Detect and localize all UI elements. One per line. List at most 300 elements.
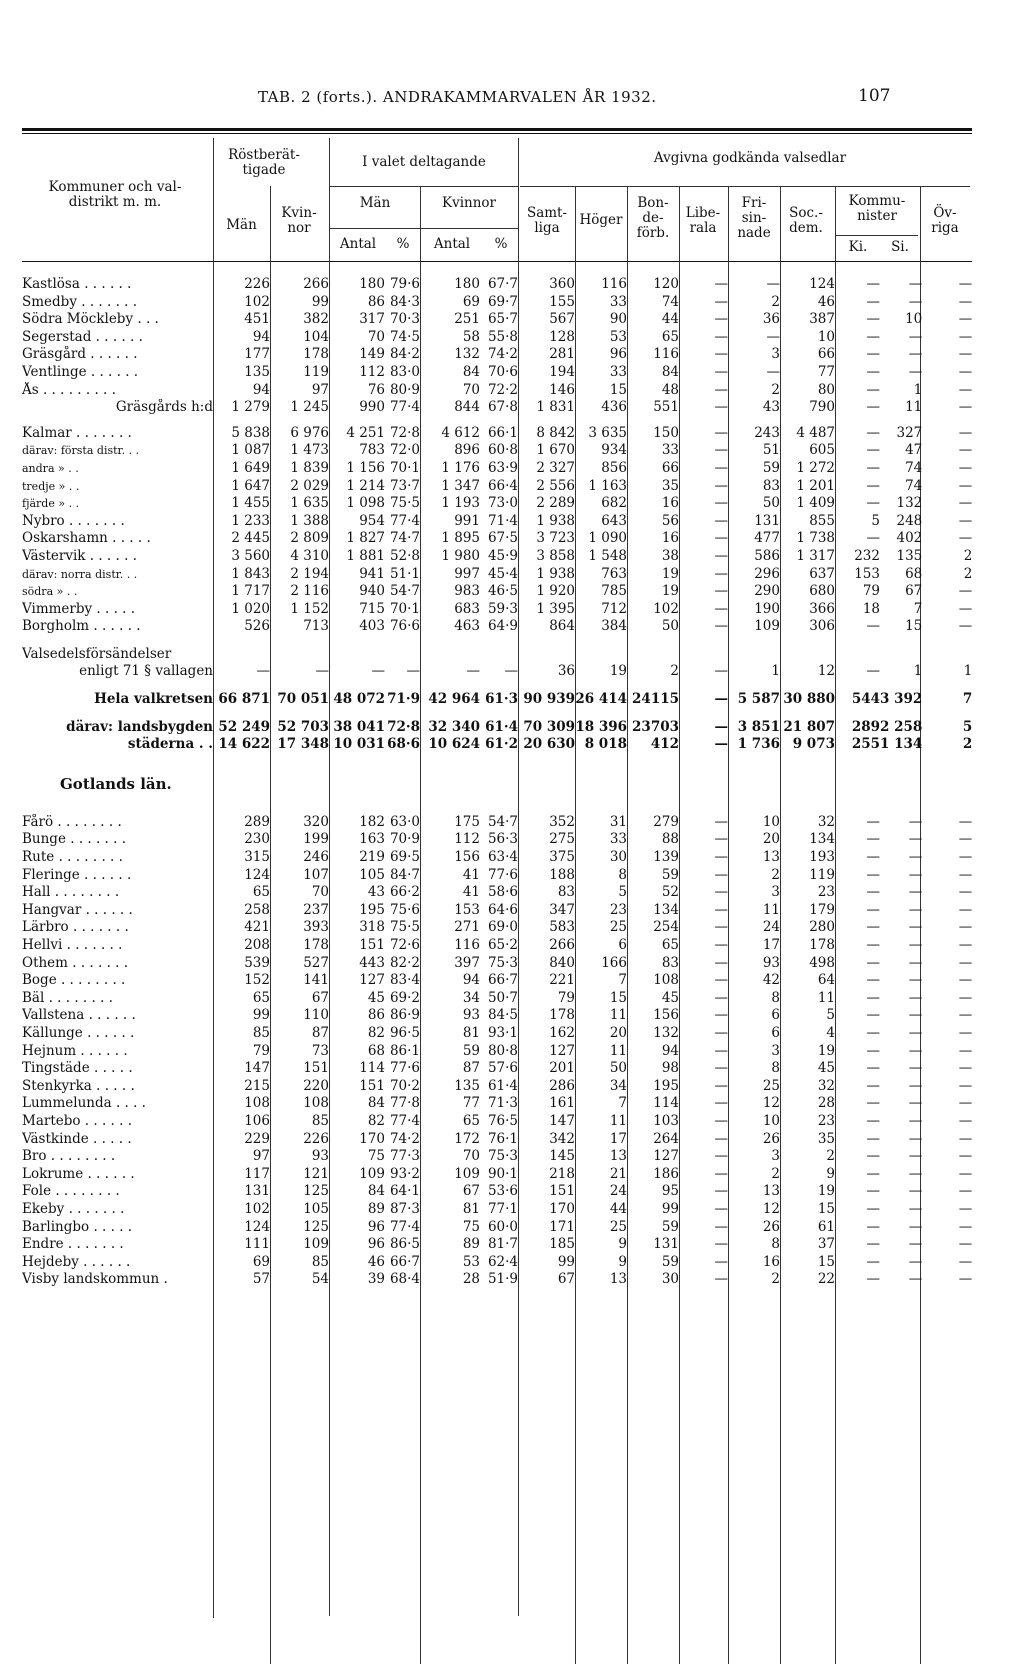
table-cell: 195 xyxy=(653,1077,679,1094)
table-cell: — xyxy=(866,311,880,328)
table-cell: 25 xyxy=(609,1218,627,1235)
table-cell: 67 xyxy=(905,583,923,600)
table-cell: 11 xyxy=(817,989,835,1006)
table-cell: 352 xyxy=(549,813,575,830)
table-cell: 71·4 xyxy=(487,512,518,529)
table-cell: 25 xyxy=(609,919,627,936)
col-pct2-header xyxy=(484,237,518,252)
table-cell: 10 xyxy=(762,813,780,830)
table-cell: 52 249 xyxy=(218,718,270,735)
table-row xyxy=(22,736,972,754)
table-cell: 84 xyxy=(661,363,679,380)
table-cell: 463 xyxy=(454,618,480,635)
table-cell: 178 xyxy=(809,937,835,953)
table-cell: 1 xyxy=(913,381,923,398)
table-cell: — xyxy=(908,1253,923,1270)
table-cell: 185 xyxy=(549,1236,575,1253)
row-label: Hellvi . . . . . . . xyxy=(22,937,123,953)
table-cell: 76·6 xyxy=(389,618,420,635)
table-cell: 81 xyxy=(462,1024,480,1041)
table-cell: 82·2 xyxy=(389,954,420,971)
table-cell: 74·2 xyxy=(487,346,518,363)
table-cell: 280 xyxy=(809,919,835,936)
row-label: Segerstad . . . . . . xyxy=(22,328,143,345)
table-cell: 75 xyxy=(367,1148,385,1165)
table-cell: 526 xyxy=(244,618,270,635)
table-cell: 65 xyxy=(661,937,679,953)
table-cell: — xyxy=(908,954,923,971)
table-cell: 74 xyxy=(905,477,923,494)
row-label: Bäl . . . . . . . . xyxy=(22,989,113,1006)
table-cell: 5 xyxy=(871,512,880,529)
table-cell: 1 134 xyxy=(880,736,923,753)
table-cell: 3 xyxy=(771,346,780,363)
table-cell: 15 xyxy=(905,618,923,635)
row-label: tredje » . . xyxy=(22,479,80,493)
table-cell: — xyxy=(866,937,880,953)
header-bottom-rule xyxy=(22,261,972,262)
header-text: Ki. xyxy=(848,239,868,255)
table-cell: — xyxy=(714,328,728,345)
table-cell: 63·9 xyxy=(487,459,518,476)
table-row xyxy=(22,972,972,990)
table-cell: — xyxy=(958,1007,973,1024)
table-cell: 220 xyxy=(303,1077,329,1094)
table-row xyxy=(22,831,972,849)
header-text: riga xyxy=(931,220,959,236)
table-row xyxy=(22,663,972,681)
table-cell: — xyxy=(908,884,923,901)
table-cell: 9 073 xyxy=(792,736,835,753)
table-cell: 73 xyxy=(311,1042,329,1059)
table-cell: 11 xyxy=(609,1042,627,1059)
table-cell: — xyxy=(714,1253,728,1270)
table-cell: — xyxy=(866,363,880,380)
table-cell: 152 xyxy=(244,972,270,989)
table-cell: — xyxy=(714,442,728,459)
table-cell: 266 xyxy=(549,937,575,953)
table-cell: — xyxy=(866,1165,880,1182)
table-cell: 12 xyxy=(762,1200,780,1217)
table-cell: 72·2 xyxy=(487,381,518,398)
header-text: dem. xyxy=(789,220,823,236)
table-cell: 85 xyxy=(252,1024,270,1041)
table-cell: 1 827 xyxy=(346,530,385,547)
table-cell: 53 xyxy=(609,328,627,345)
table-cell: — xyxy=(908,1077,923,1094)
table-cell: 10 031 xyxy=(333,736,385,753)
table-cell: — xyxy=(714,954,728,971)
table-cell: — xyxy=(958,1200,973,1217)
table-cell: 4 612 xyxy=(441,424,480,441)
table-cell xyxy=(329,646,385,664)
table-cell: 251 xyxy=(454,311,480,328)
table-cell: 112 xyxy=(454,831,480,848)
table-cell: 66 871 xyxy=(218,691,270,708)
table-cell: 6 xyxy=(771,1024,780,1041)
table-cell: — xyxy=(908,1183,923,1200)
table-cell: 17 xyxy=(762,937,780,953)
table-cell: 1 920 xyxy=(536,583,575,600)
table-cell: 147 xyxy=(549,1112,575,1129)
table-cell: — xyxy=(958,530,973,547)
table-cell: 33 xyxy=(609,293,627,310)
table-cell: 9 xyxy=(618,1236,627,1253)
table-cell: 1 938 xyxy=(536,512,575,529)
table-cell: 226 xyxy=(303,1130,329,1147)
table-cell: 65 xyxy=(252,884,270,901)
table-cell: 1 980 xyxy=(441,547,480,564)
table-cell: 4 487 xyxy=(796,424,835,441)
table-cell: — xyxy=(866,866,880,883)
table-cell: 48 072 xyxy=(333,691,385,708)
table-cell: — xyxy=(866,1042,880,1059)
table-cell: 1 193 xyxy=(441,495,480,512)
table-row xyxy=(22,1007,972,1025)
table-cell: — xyxy=(958,618,973,635)
table-row xyxy=(22,346,972,364)
table-cell: — xyxy=(315,663,329,680)
table-cell: — xyxy=(908,1148,923,1165)
table-cell: — xyxy=(908,1130,923,1147)
table-cell: 38 xyxy=(661,547,679,564)
table-cell: 57·6 xyxy=(487,1060,518,1077)
table-cell: 643 xyxy=(601,512,627,529)
table-cell: 80 xyxy=(817,381,835,398)
table-cell: 61·4 xyxy=(485,718,518,735)
table-cell: 208 xyxy=(244,937,270,953)
table-cell: — xyxy=(714,1077,728,1094)
row-label: Martebo . . . . . . xyxy=(22,1112,133,1129)
table-cell: 14 622 xyxy=(218,736,270,753)
row-label: Gräsgårds h:d xyxy=(115,399,213,416)
table-cell: — xyxy=(714,363,728,380)
table-cell: 124 xyxy=(244,866,270,883)
table-cell: 131 xyxy=(653,1236,679,1253)
table-cell: 254 xyxy=(653,919,679,936)
table-cell: — xyxy=(908,293,923,310)
row-label: Boge . . . . . . . . xyxy=(22,972,126,989)
table-cell: 1 xyxy=(913,663,923,680)
table-cell: — xyxy=(958,831,973,848)
table-cell: 66 xyxy=(817,346,835,363)
table-cell xyxy=(922,646,972,664)
table-cell: 45·4 xyxy=(487,565,518,582)
table-cell: 64·9 xyxy=(487,618,518,635)
table-cell: 443 xyxy=(359,954,385,971)
table-cell: 342 xyxy=(549,1130,575,1147)
table-cell: 68 xyxy=(367,1042,385,1059)
table-row xyxy=(22,329,972,347)
table-cell: 75·6 xyxy=(389,901,420,918)
section-heading-row xyxy=(22,754,972,814)
table-cell: — xyxy=(714,663,728,680)
table-cell: 127 xyxy=(359,972,385,989)
table-cell: 232 xyxy=(854,547,880,564)
table-cell: — xyxy=(714,530,728,547)
table-cell: 713 xyxy=(303,618,329,635)
table-cell: 87 xyxy=(311,1024,329,1041)
table-cell: — xyxy=(714,1236,728,1253)
table-cell: — xyxy=(958,1271,973,1288)
row-label: Valsedelsförsändelser xyxy=(22,645,172,662)
table-cell: 347 xyxy=(549,901,575,918)
table-cell: — xyxy=(714,512,728,529)
table-cell: 85 xyxy=(311,1253,329,1270)
table-cell: 124 xyxy=(809,276,835,292)
header-text: Libe- xyxy=(685,205,721,221)
table-cell: 77 xyxy=(817,363,835,380)
table-cell: — xyxy=(866,276,880,292)
table-cell: 28 xyxy=(817,1095,835,1112)
table-cell: 156 xyxy=(653,1007,679,1024)
table-cell xyxy=(480,646,518,664)
table-cell: 75·3 xyxy=(487,1148,518,1165)
table-cell: — xyxy=(958,346,973,363)
table-cell: 586 xyxy=(754,547,780,564)
table-cell: — xyxy=(714,972,728,989)
table-cell: 320 xyxy=(303,813,329,830)
table-cell: 790 xyxy=(809,399,835,416)
table-cell: 1 473 xyxy=(290,442,329,459)
col-hoger-header xyxy=(575,213,627,228)
table-cell: 763 xyxy=(601,565,627,582)
table-cell: 53·6 xyxy=(487,1183,518,1200)
table-cell: 1 388 xyxy=(290,512,329,529)
table-cell: 844 xyxy=(454,399,480,416)
table-cell: — xyxy=(958,813,973,830)
table-cell: 97 xyxy=(252,1148,270,1165)
table-cell: — xyxy=(958,363,973,380)
table-cell: 2 xyxy=(962,736,973,753)
table-cell: — xyxy=(908,1236,923,1253)
table-cell: 61·3 xyxy=(485,691,518,708)
table-cell: 605 xyxy=(809,442,835,459)
table-cell: — xyxy=(714,424,728,441)
table-row xyxy=(22,691,972,709)
table-cell: 43 xyxy=(762,399,780,416)
table-cell: — xyxy=(866,459,880,476)
header-text: Soc.- xyxy=(789,205,823,221)
table-cell: 20 630 xyxy=(523,736,575,753)
table-cell: 289 xyxy=(244,813,270,830)
table-cell: — xyxy=(866,1271,880,1288)
table-cell: 266 xyxy=(303,276,329,292)
table-cell: 7 xyxy=(618,1095,627,1112)
table-cell: 13 xyxy=(762,1183,780,1200)
table-cell: 74·7 xyxy=(389,530,420,547)
table-cell: 69 xyxy=(462,293,480,310)
col-pct-header xyxy=(386,237,420,252)
table-cell: — xyxy=(766,363,780,380)
table-cell: — xyxy=(908,849,923,866)
table-cell: 715 xyxy=(359,600,385,617)
table-cell: 59 xyxy=(762,459,780,476)
table-cell: 16 xyxy=(661,495,679,512)
table-cell: 2 xyxy=(771,293,780,310)
table-cell: 3 xyxy=(771,1042,780,1059)
table-cell: 5 xyxy=(618,884,627,901)
table-cell: 6 xyxy=(618,937,627,953)
table-cell: 36 xyxy=(762,311,780,328)
header-subrule xyxy=(520,186,970,187)
table-cell: — xyxy=(866,1024,880,1041)
row-label: Fårö . . . . . . . . xyxy=(22,813,122,830)
table-cell: — xyxy=(958,937,973,953)
table-cell: — xyxy=(714,919,728,936)
table-cell: 6 xyxy=(771,1007,780,1024)
table-cell: 19 xyxy=(817,1183,835,1200)
table-cell: 1 738 xyxy=(796,530,835,547)
table-cell: 436 xyxy=(601,399,627,416)
table-cell: 77·3 xyxy=(389,1148,420,1165)
table-cell: — xyxy=(714,399,728,416)
table-cell xyxy=(385,646,420,664)
table-cell: 102 xyxy=(244,1200,270,1217)
table-cell: 70·3 xyxy=(389,311,420,328)
table-cell: 80·9 xyxy=(389,381,420,398)
table-cell: 194 xyxy=(549,363,575,380)
table-cell: 82 xyxy=(367,1112,385,1129)
table-cell: 382 xyxy=(303,311,329,328)
table-cell: 24115 xyxy=(632,691,679,708)
table-cell: 28 xyxy=(462,1271,480,1288)
table-cell: 783 xyxy=(359,442,385,459)
table-cell: — xyxy=(714,901,728,918)
table-cell: 86 xyxy=(367,293,385,310)
table-cell: 114 xyxy=(653,1095,679,1112)
table-cell: 856 xyxy=(601,459,627,476)
table-cell: — xyxy=(256,663,270,680)
table-cell: — xyxy=(866,663,880,680)
table-cell: — xyxy=(714,884,728,901)
table-cell: — xyxy=(714,813,728,830)
table-cell: 83 xyxy=(762,477,780,494)
table-cell: 1 233 xyxy=(231,512,270,529)
table-cell: — xyxy=(866,954,880,971)
row-label: Fleringe . . . . . . xyxy=(22,866,132,883)
col-kvinnor-header xyxy=(270,206,328,236)
table-row xyxy=(22,1183,972,1201)
header-text: nade xyxy=(737,225,771,241)
table-cell: 11 xyxy=(762,901,780,918)
table-cell: — xyxy=(958,1183,973,1200)
table-cell: 132 xyxy=(896,495,923,512)
table-cell: 451 xyxy=(244,311,270,328)
table-cell: 10 624 xyxy=(428,736,480,753)
table-cell: 58·6 xyxy=(487,884,518,901)
table-cell: 7 xyxy=(618,972,627,989)
header-text: Si. xyxy=(891,239,909,255)
table-cell: 1 xyxy=(771,663,780,680)
table-row xyxy=(22,495,972,513)
table-cell: 375 xyxy=(549,849,575,866)
table-cell: — xyxy=(866,1200,880,1217)
table-cell: — xyxy=(714,276,728,292)
table-cell: 219 xyxy=(359,849,385,866)
table-cell: 13 xyxy=(762,849,780,866)
table-row xyxy=(22,460,972,478)
table-cell: 271 xyxy=(454,919,480,936)
col-man2-header xyxy=(330,196,420,211)
table-cell: 93 xyxy=(462,1007,480,1024)
table-cell: 36 xyxy=(557,663,575,680)
table-cell: 69·7 xyxy=(487,293,518,310)
table-cell: 498 xyxy=(809,954,835,971)
table-cell: 2 194 xyxy=(290,565,329,582)
table-cell: — xyxy=(908,1271,923,1288)
table-cell: 7 xyxy=(962,691,973,708)
table-cell: 67 xyxy=(462,1183,480,1200)
table-cell: 72·8 xyxy=(389,424,420,441)
table-row xyxy=(22,1025,972,1043)
row-label: Stenkyrka . . . . . xyxy=(22,1077,135,1094)
table-row xyxy=(22,1043,972,1061)
table-cell: — xyxy=(714,1042,728,1059)
table-cell: 21 xyxy=(609,1165,627,1182)
table-cell: 103 xyxy=(653,1112,679,1129)
table-cell: 23703 xyxy=(632,718,679,735)
row-label: Vallstena . . . . . . xyxy=(22,1007,136,1024)
table-cell: 178 xyxy=(303,346,329,363)
header-text: Män xyxy=(359,195,391,211)
table-cell: 53 xyxy=(462,1253,480,1270)
table-cell: 149 xyxy=(359,346,385,363)
col-ovriga-header xyxy=(922,206,968,236)
header-text: Röstberät- xyxy=(228,147,300,163)
col-kvinnor2-header xyxy=(420,196,518,211)
table-cell: 73·0 xyxy=(487,495,518,512)
table-cell xyxy=(518,646,575,664)
table-cell: 178 xyxy=(303,937,329,953)
table-cell: 66·7 xyxy=(389,1253,420,1270)
table-cell: 179 xyxy=(809,901,835,918)
table-cell: 1 090 xyxy=(588,530,627,547)
table-cell: 110 xyxy=(303,1007,329,1024)
table-cell: 59·3 xyxy=(487,600,518,617)
table-cell: 2 556 xyxy=(536,477,575,494)
spacer-row xyxy=(22,709,972,719)
table-cell: 8 xyxy=(618,866,627,883)
col-rostberattigade-header xyxy=(214,148,314,178)
row-label: Västkinde . . . . . xyxy=(22,1130,132,1147)
table-cell: 2 029 xyxy=(290,477,329,494)
table-cell: 61·2 xyxy=(485,736,518,753)
table-cell: — xyxy=(866,1095,880,1112)
table-cell: — xyxy=(958,1042,973,1059)
table-cell: 153 xyxy=(854,565,880,582)
table-cell: 88 xyxy=(661,831,679,848)
row-label: Borgholm . . . . . . xyxy=(22,618,141,635)
table-cell: 69 xyxy=(252,1253,270,1270)
table-cell: 8 842 xyxy=(536,424,575,441)
row-label: därav: första distr. . . xyxy=(22,444,140,458)
table-cell: — xyxy=(866,1183,880,1200)
table-cell: 45 xyxy=(661,989,679,1006)
table-cell: 75·3 xyxy=(487,954,518,971)
header-text: Kommu- xyxy=(848,193,906,209)
table-cell: 74·5 xyxy=(389,328,420,345)
table-cell: — xyxy=(958,954,973,971)
table-cell: — xyxy=(908,363,923,380)
table-cell: 66 xyxy=(661,459,679,476)
table-cell: 237 xyxy=(303,901,329,918)
table-cell: 102 xyxy=(653,600,679,617)
table-cell: 393 xyxy=(303,919,329,936)
table-cell: 682 xyxy=(601,495,627,512)
table-cell: 77·4 xyxy=(389,512,420,529)
table-cell: 1 736 xyxy=(737,736,780,753)
